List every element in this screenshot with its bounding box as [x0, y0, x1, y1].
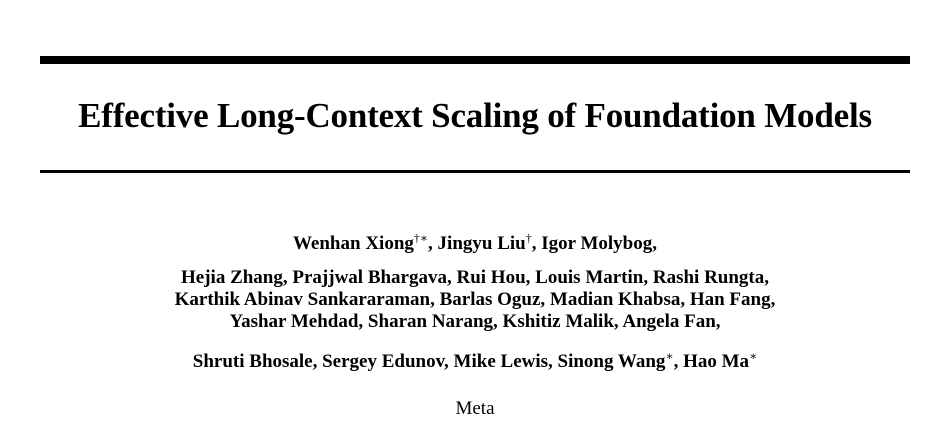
- paper-title: Effective Long-Context Scaling of Foundation Models: [78, 96, 872, 135]
- author-name: Hao Ma: [683, 351, 750, 372]
- author-separator: ,: [428, 233, 438, 254]
- title-top-rule: [40, 56, 910, 64]
- author-name: Shruti Bhosale, Sergey Edunov, Mike Lewis, Sinong Wang: [192, 351, 666, 372]
- author-name: Jingyu Liu: [437, 233, 526, 254]
- author-marks: ∗: [749, 349, 758, 363]
- affiliation: Meta: [455, 398, 495, 419]
- author-separator: ,: [673, 351, 684, 372]
- author-name: Igor Molybog,: [541, 233, 657, 254]
- author-group-2: [0, 267, 950, 333]
- author-marks: †: [525, 231, 532, 245]
- author-line-5: [0, 351, 950, 373]
- author-line-4: Yashar Mehdad, Sharan Narang, Kshitiz Malik, Angela Fan,: [229, 311, 721, 332]
- author-marks: ∗: [665, 349, 674, 363]
- author-separator: ,: [531, 233, 542, 254]
- author-marks: †∗: [413, 231, 429, 245]
- author-line-3: Karthik Abinav Sankararaman, Barlas Oguz, Madian Khabsa, Han Fang,: [174, 289, 776, 310]
- author-line-2: Hejia Zhang, Prajjwal Bhargava, Rui Hou, Louis Martin, Rashi Rungta,: [181, 267, 769, 288]
- author-line-1: [0, 233, 950, 255]
- author-group-3: [0, 351, 950, 373]
- title-bottom-rule: [40, 170, 910, 173]
- author-group-1: [0, 233, 950, 255]
- author-name: Wenhan Xiong: [292, 233, 414, 254]
